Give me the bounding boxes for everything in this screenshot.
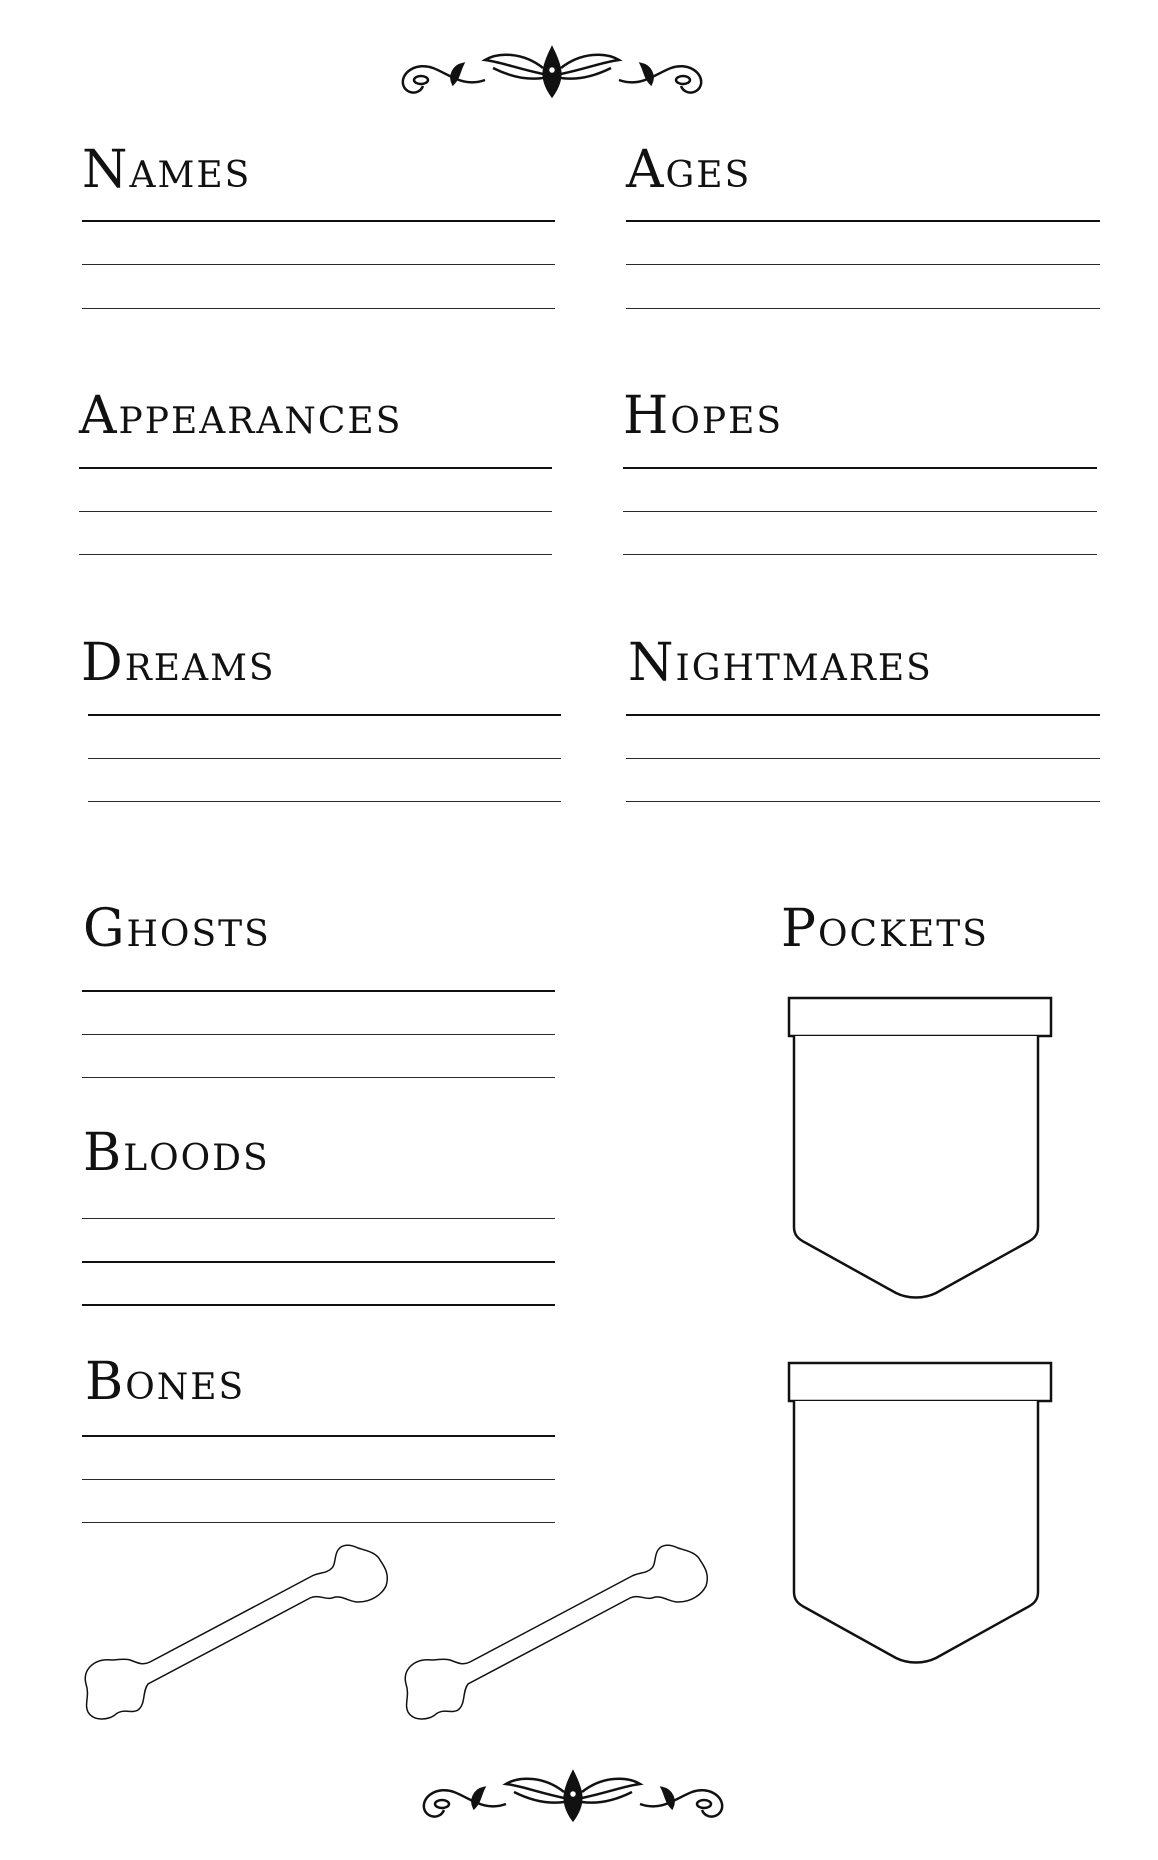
ghosts-line-3[interactable]: [82, 1077, 555, 1078]
ghosts-line-1[interactable]: [82, 990, 555, 992]
ages-line-1[interactable]: [626, 220, 1100, 222]
appearances-line-2[interactable]: [79, 511, 552, 512]
hopes-heading: Hopes: [623, 386, 784, 446]
bone-1-bone-icon[interactable]: [80, 1542, 392, 1724]
ages-line-3[interactable]: [626, 308, 1100, 309]
hopes-line-1[interactable]: [623, 467, 1097, 469]
names-line-2[interactable]: [82, 264, 555, 265]
hopes-line-3[interactable]: [623, 554, 1097, 555]
dreams-heading: Dreams: [81, 633, 276, 693]
nightmares-line-2[interactable]: [626, 758, 1100, 759]
pocket-1-pocket-icon[interactable]: [786, 995, 1056, 1300]
appearances-line-1[interactable]: [79, 467, 552, 469]
bone-2-bone-icon[interactable]: [400, 1542, 712, 1724]
pocket-2-pocket-icon[interactable]: [786, 1360, 1056, 1665]
bloods-heading: Bloods: [83, 1123, 270, 1183]
ages-line-2[interactable]: [626, 264, 1100, 265]
nightmares-line-1[interactable]: [626, 714, 1100, 716]
pockets-heading: Pockets: [781, 899, 989, 959]
bones-line-3[interactable]: [82, 1522, 555, 1523]
bloods-line-2[interactable]: [82, 1261, 555, 1263]
names-line-1[interactable]: [82, 220, 555, 222]
appearances-line-3[interactable]: [79, 554, 552, 555]
bones-line-2[interactable]: [82, 1479, 555, 1480]
bottom-flourish-ornament-icon: [414, 1762, 732, 1828]
bones-line-1[interactable]: [82, 1435, 555, 1437]
dreams-line-1[interactable]: [88, 714, 561, 716]
names-heading: Names: [82, 140, 252, 200]
dreams-line-2[interactable]: [88, 758, 561, 759]
appearances-heading: Appearances: [79, 386, 403, 446]
top-flourish-ornament-icon: [393, 38, 711, 104]
ages-heading: Ages: [626, 140, 752, 200]
bloods-line-3[interactable]: [82, 1304, 555, 1306]
names-line-3[interactable]: [82, 308, 555, 309]
nightmares-heading: Nightmares: [628, 633, 933, 693]
hopes-line-2[interactable]: [623, 511, 1097, 512]
bloods-line-1[interactable]: [82, 1218, 555, 1219]
ghosts-line-2[interactable]: [82, 1034, 555, 1035]
nightmares-line-3[interactable]: [626, 801, 1100, 802]
bones-heading: Bones: [85, 1352, 246, 1412]
dreams-line-3[interactable]: [88, 801, 561, 802]
ghosts-heading: Ghosts: [83, 899, 271, 959]
